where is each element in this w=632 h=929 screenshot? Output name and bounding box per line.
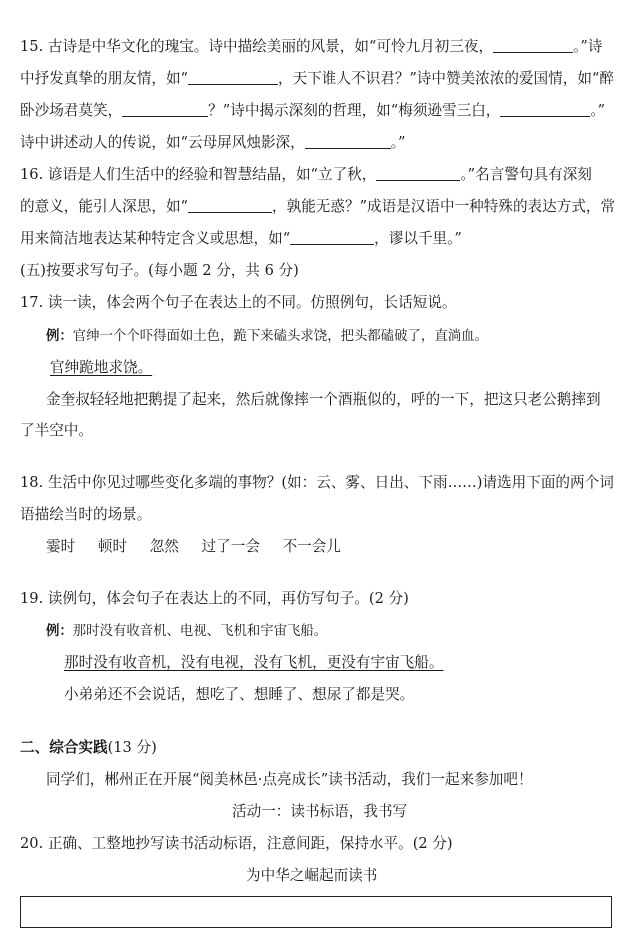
q19-example: 例：那时没有收音机、电视、飞机和宇宙飞船。: [46, 623, 328, 639]
answer-blank[interactable]: [376, 166, 460, 181]
q15-line2: 中抒发真挚的朋友情，如“ ，天下谁人不识君？”诗中赞美浓浓的爱国情，如“醉: [20, 70, 614, 87]
q17-task-line1: 金奎叔轻轻地把鹅提了起来，然后就像摔一个酒瓶似的，呼的一下，把这只老公鹅摔到: [46, 391, 601, 408]
word-option: 忽然: [149, 538, 179, 555]
q17-example-answer: 官绅跪地求饶。: [50, 359, 153, 376]
word-option: 不一会儿: [282, 538, 341, 555]
word-option: 顿时: [97, 538, 128, 555]
q19-title: 19. 读例句，体会句子在表达上的不同，再仿写句子。(2 分): [20, 590, 409, 607]
q18-word-list: [46, 537, 359, 557]
slogan-text: 为中华之崛起而读书: [246, 867, 378, 884]
answer-blank[interactable]: [290, 230, 374, 245]
answer-blank[interactable]: [122, 102, 208, 117]
q19-task: 小弟弟还不会说话，想吃了、想睡了、想尿了都是哭。: [64, 686, 415, 703]
q15-line4: 诗中讲述动人的传说，如“云母屏风烛影深， 。”: [20, 134, 406, 151]
q18-line1: 18. 生活中你见过哪些变化多端的事物？(如：云、雾、日出、下雨……)请选用下面的两个词: [20, 474, 614, 491]
answer-blank[interactable]: [500, 102, 590, 117]
q16-line1: 16. 谚语是人们生活中的经验和智慧结晶，如“立了秋， 。”名言警句具有深刻: [20, 166, 592, 183]
q16-line3: 用来简洁地表达某种特定含义或思想，如“ ，谬以千里。”: [20, 230, 462, 247]
q20-title: 20. 正确、工整地抄写读书活动标语，注意间距，保持水平。(2 分): [20, 835, 453, 852]
q15-line3: 卧沙场君莫笑， ？”诗中揭示深刻的哲理，如“梅须逊雪三白， 。”: [20, 102, 606, 119]
answer-blank[interactable]: [493, 38, 573, 53]
answer-blank[interactable]: [188, 198, 272, 213]
activity-title: 活动一：读书标语，我书写: [232, 803, 408, 820]
q19-example-answer: 那时没有收音机，没有电视，没有飞机，更没有宇宙飞船。: [64, 654, 444, 671]
q17-example: 例：官绅一个个吓得面如土色，跪下来磕头求饶，把头都磕破了，直淌血。: [46, 328, 488, 344]
q16-line2: 的意义，能引人深思，如“ ，孰能无惑？”成语是汉语中一种特殊的表达方式，常: [20, 198, 616, 215]
section-5-heading: (五)按要求写句子。(每小题 2 分，共 6 分): [20, 262, 299, 279]
section-2-intro: 同学们，郴州正在开展“阅美林邑·点亮成长”读书活动，我们一起来参加吧！: [46, 771, 533, 788]
q17-task-line2: 了半空中。: [20, 422, 93, 439]
word-option: 过了一会: [201, 538, 260, 555]
q17-title: 17. 读一读，体会两个句子在表达上的不同。仿照例句，长话短说。: [20, 294, 457, 311]
handwriting-box[interactable]: [20, 896, 612, 928]
section-2-heading: 二、综合实践(13 分): [20, 739, 157, 756]
answer-blank[interactable]: [305, 134, 391, 149]
q15-line1: 15. 古诗是中华文化的瑰宝。诗中描绘美丽的风景，如“可怜九月初三夜， 。”诗: [20, 38, 603, 55]
word-option: 霎时: [46, 538, 76, 555]
answer-blank[interactable]: [188, 70, 278, 85]
q18-line2: 语描绘当时的场景。: [20, 506, 152, 523]
